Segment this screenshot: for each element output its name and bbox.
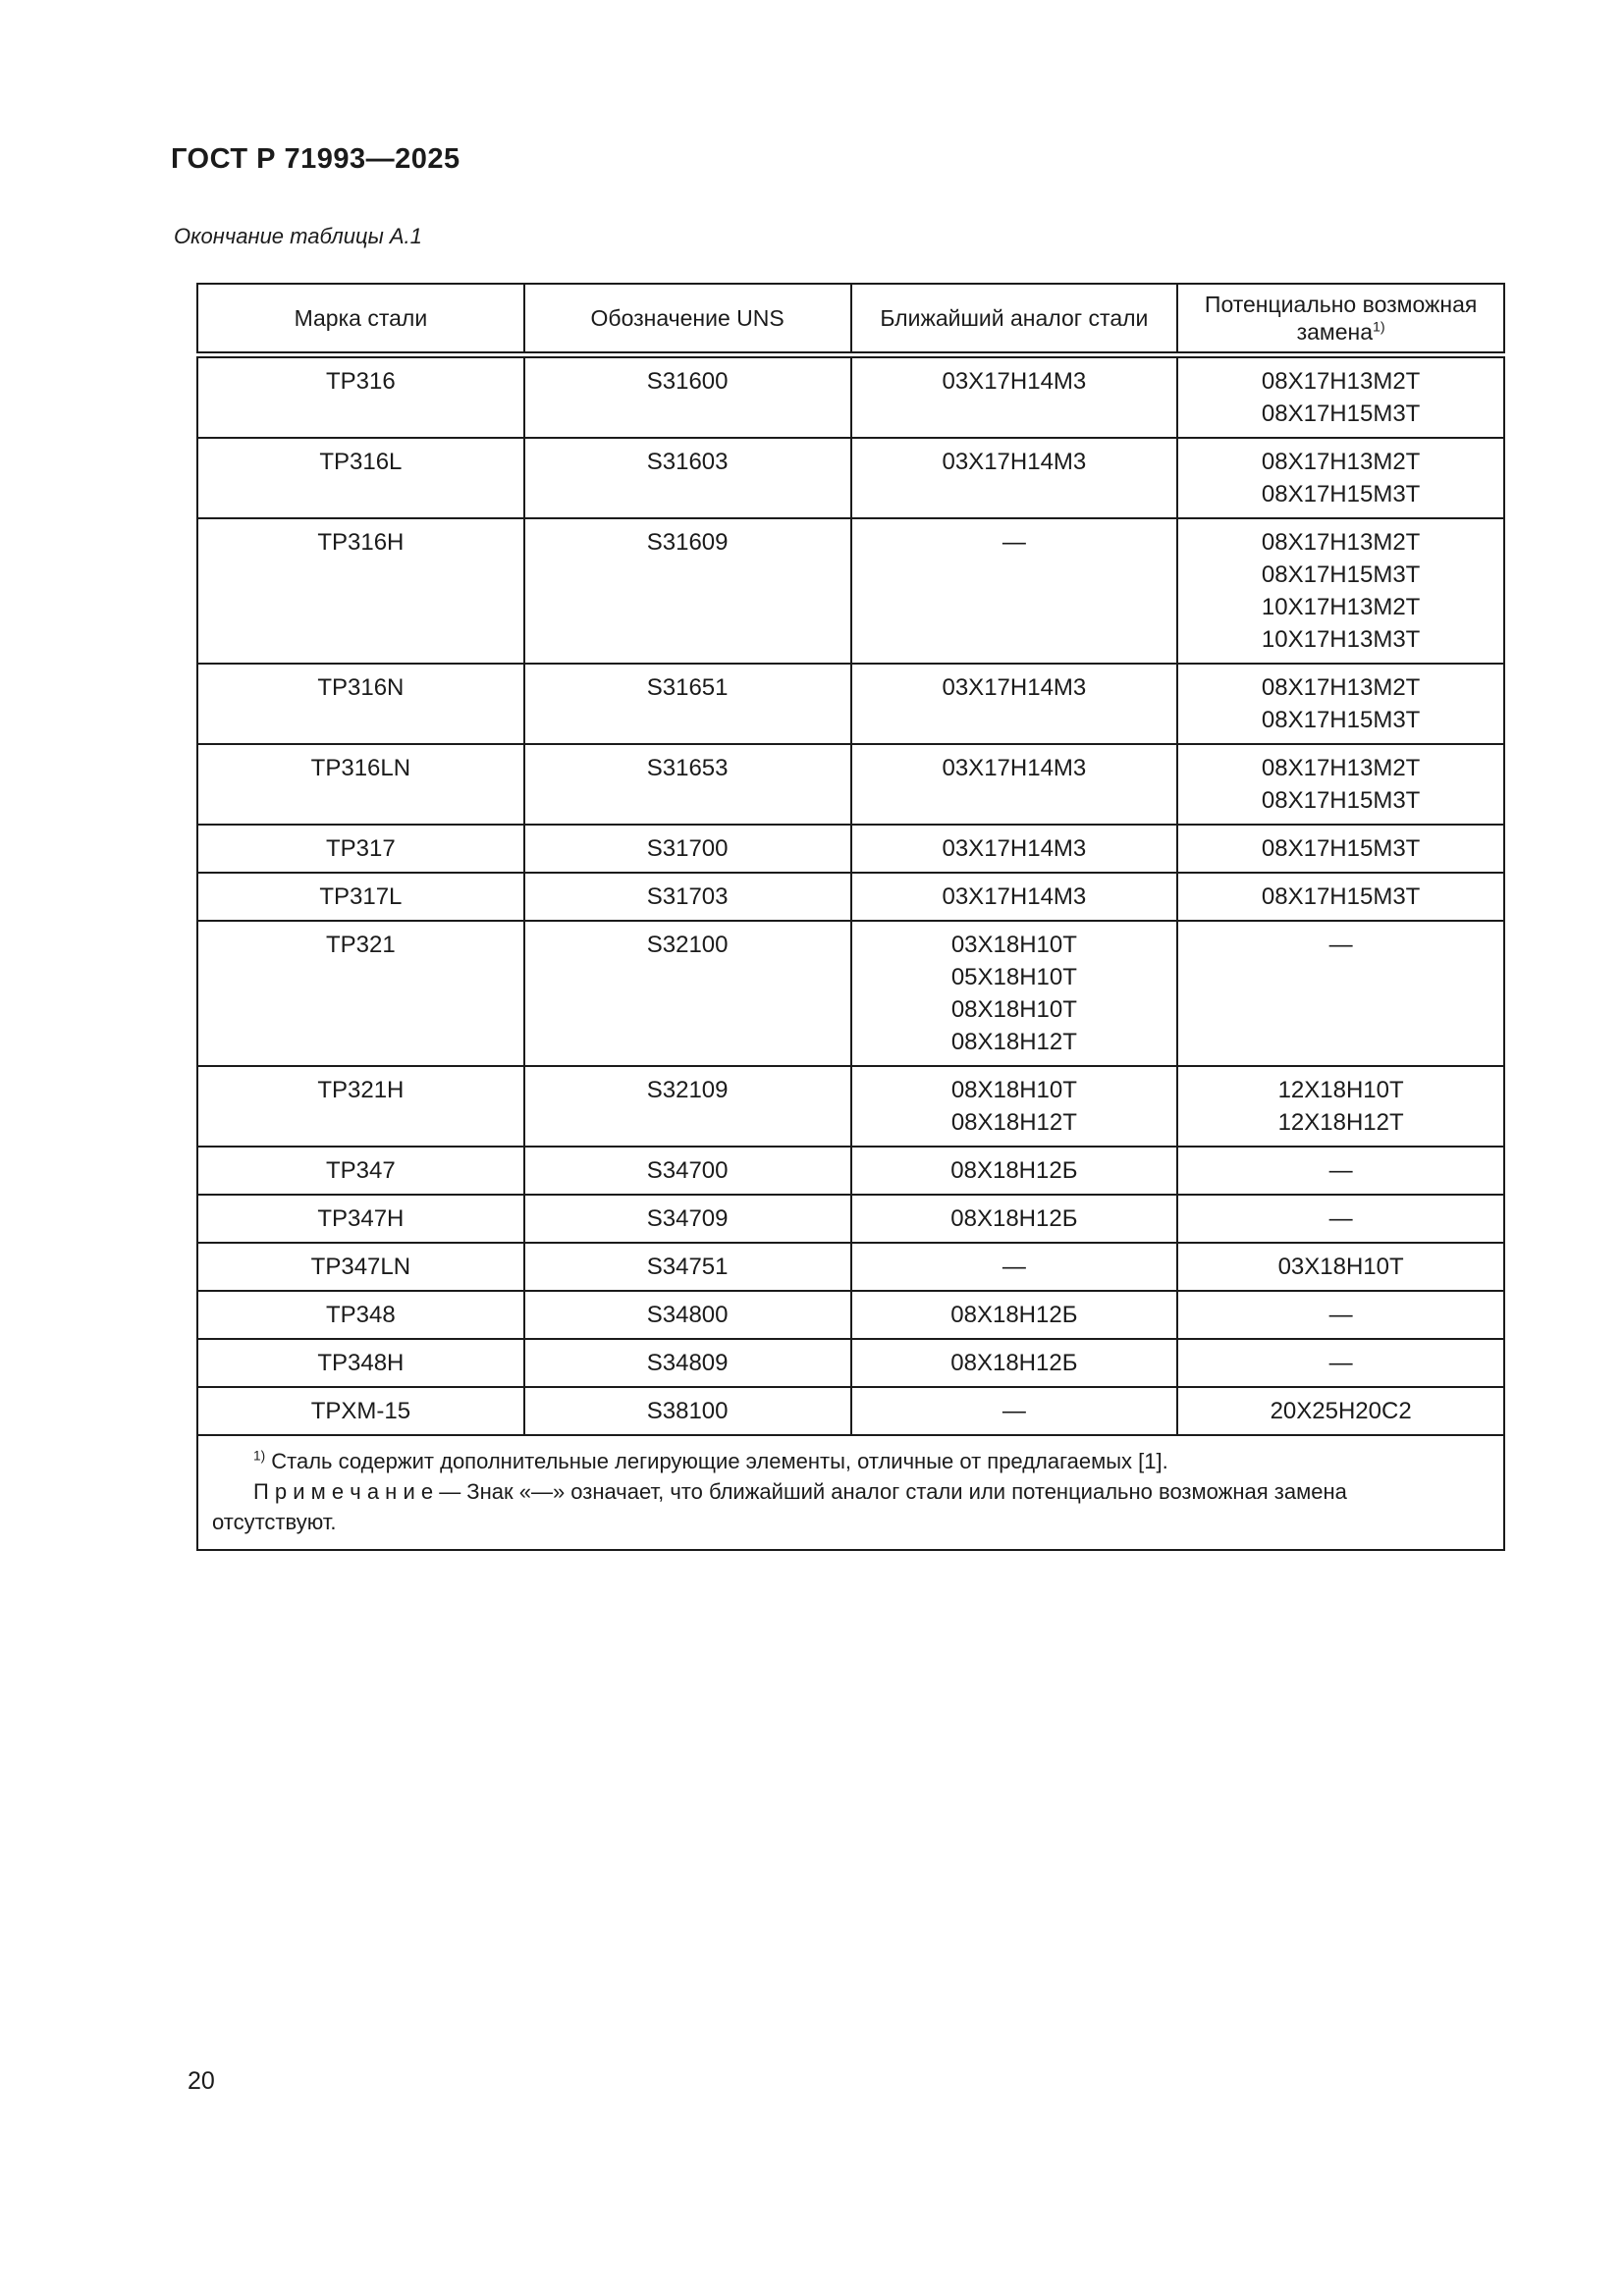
cell-analog: 08Х18Н12Б [851,1147,1178,1195]
cell-analog: — [851,518,1178,664]
cell-grade: TP317L [197,873,524,921]
table-caption: Окончание таблицы А.1 [174,224,422,248]
cell-grade: TP321H [197,1066,524,1147]
cell-uns: S31600 [524,355,851,439]
cell-grade: TP317 [197,825,524,873]
cell-grade: TP347 [197,1147,524,1195]
cell-analog: 03Х17Н14М3 [851,664,1178,744]
cell-grade: TP316N [197,664,524,744]
cell-analog: 08Х18Н12Б [851,1195,1178,1243]
cell-replacement: 08Х17Н13М2Т 08Х17Н15М3Т [1177,744,1504,825]
table-row [197,1147,1504,1195]
cell-analog: 03Х17Н14М3 [851,355,1178,439]
cell-uns: S31703 [524,873,851,921]
cell-replacement: 08Х17Н15М3Т [1177,825,1504,873]
table-footnote: $^{1)}$ Сталь содержит дополнительные легирующие элементы, отличные от предлагаемых [1]. П р и м е ч а н и е — Знак «—» означает, что ближайший аналог стали или потенциально возможная замена отсутствуют. [197,1435,1504,1550]
table-row [197,518,1504,664]
footnote-row [197,1435,1504,1550]
cell-uns: S32109 [524,1066,851,1147]
column-header: Обозначение UNS [524,284,851,355]
column-header: Ближайший аналог стали [851,284,1178,355]
cell-replacement: 03Х18Н10Т [1177,1243,1504,1291]
table-row [197,744,1504,825]
cell-analog: 08Х18Н12Б [851,1339,1178,1387]
cell-replacement: — [1177,1291,1504,1339]
cell-replacement: 08Х17Н13М2Т 08Х17Н15М3Т [1177,438,1504,518]
cell-replacement: — [1177,921,1504,1066]
cell-grade: TP347H [197,1195,524,1243]
cell-replacement: — [1177,1339,1504,1387]
cell-uns: S31653 [524,744,851,825]
table-row [197,355,1504,439]
cell-grade: TPXM-15 [197,1387,524,1435]
steel-table-head [197,284,1504,355]
cell-grade: TP316LN [197,744,524,825]
table-row [197,1066,1504,1147]
table-row [197,438,1504,518]
cell-replacement: — [1177,1147,1504,1195]
cell-uns: S34751 [524,1243,851,1291]
cell-grade: TP321 [197,921,524,1066]
table-row [197,1339,1504,1387]
cell-uns: S31603 [524,438,851,518]
cell-replacement: 08Х17Н15М3Т [1177,873,1504,921]
cell-uns: S31651 [524,664,851,744]
steel-table [196,283,1505,1551]
cell-analog: 08Х18Н10Т 08Х18Н12Т [851,1066,1178,1147]
cell-uns: S31700 [524,825,851,873]
cell-uns: S34809 [524,1339,851,1387]
table-row [197,664,1504,744]
cell-analog: 03Х17Н14М3 [851,438,1178,518]
cell-uns: S34800 [524,1291,851,1339]
table-row [197,921,1504,1066]
cell-analog: 03Х17Н14М3 [851,744,1178,825]
cell-analog: 03Х17Н14М3 [851,873,1178,921]
steel-table-body [197,355,1504,1551]
cell-uns: S34700 [524,1147,851,1195]
cell-replacement: 20Х25Н20С2 [1177,1387,1504,1435]
cell-uns: S31609 [524,518,851,664]
cell-uns: S38100 [524,1387,851,1435]
table-row [197,1243,1504,1291]
cell-replacement: 08Х17Н13М2Т 08Х17Н15М3Т [1177,664,1504,744]
cell-analog: 08Х18Н12Б [851,1291,1178,1339]
page-number: 20 [188,2067,215,2095]
column-header: Потенциально возможная замена$^{1)}$ [1177,284,1504,355]
cell-replacement: 08Х17Н13М2Т 08Х17Н15М3Т 10Х17Н13М2Т 10Х17Н13М3Т [1177,518,1504,664]
cell-analog: — [851,1243,1178,1291]
header-row [197,284,1504,355]
table-row [197,1291,1504,1339]
cell-replacement: 12Х18Н10Т 12Х18Н12Т [1177,1066,1504,1147]
cell-uns: S32100 [524,921,851,1066]
cell-grade: TP348 [197,1291,524,1339]
cell-grade: TP316 [197,355,524,439]
table-row [197,873,1504,921]
cell-grade: TP347LN [197,1243,524,1291]
table-row [197,825,1504,873]
cell-analog: 03Х17Н14М3 [851,825,1178,873]
cell-grade: TP316H [197,518,524,664]
cell-grade: TP316L [197,438,524,518]
table-row [197,1195,1504,1243]
cell-replacement: 08Х17Н13М2Т 08Х17Н15М3Т [1177,355,1504,439]
cell-analog: — [851,1387,1178,1435]
cell-analog: 03Х18Н10Т 05Х18Н10Т 08Х18Н10Т 08Х18Н12Т [851,921,1178,1066]
cell-uns: S34709 [524,1195,851,1243]
column-header: Марка стали [197,284,524,355]
cell-replacement: — [1177,1195,1504,1243]
cell-grade: TP348H [197,1339,524,1387]
document-title: ГОСТ Р 71993—2025 [171,143,460,175]
table-row [197,1387,1504,1435]
